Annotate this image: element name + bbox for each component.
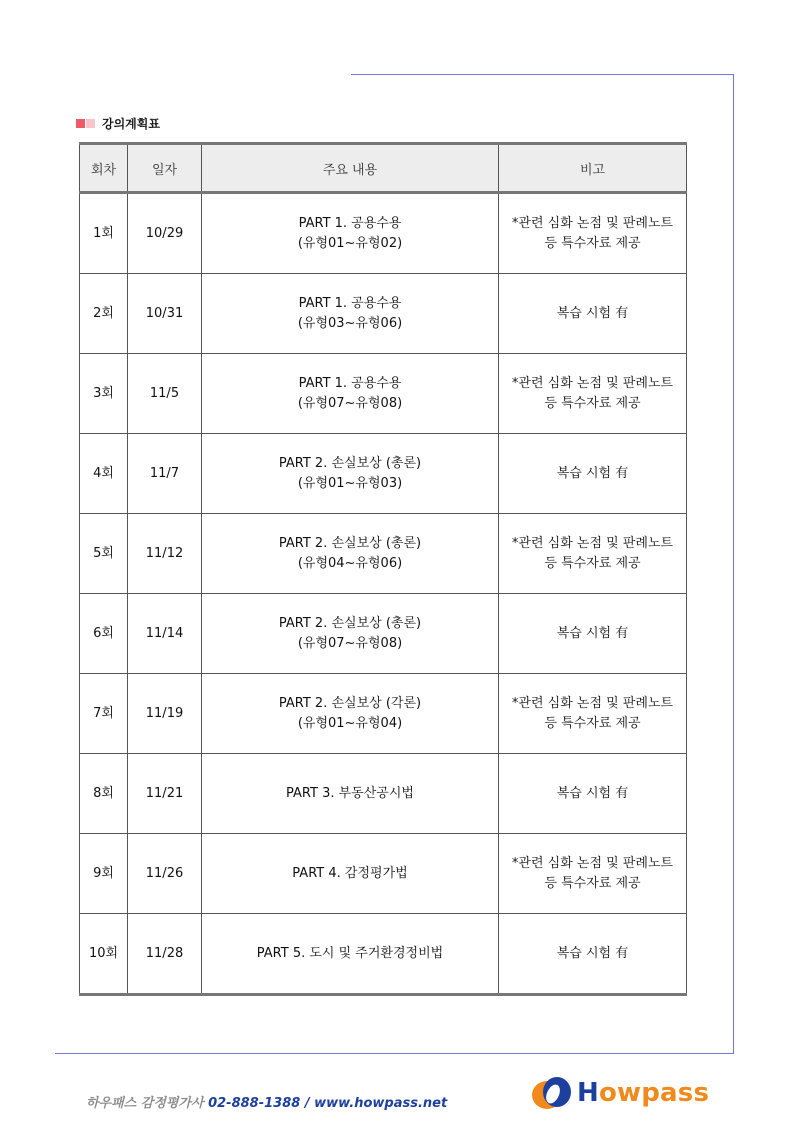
table-row — [80, 354, 687, 434]
cell-session: 7회 — [80, 674, 128, 754]
content-line: (유형07~유형08) — [297, 635, 403, 651]
section-heading — [76, 114, 160, 132]
cell-date: 11/19 — [128, 674, 202, 754]
table-row — [80, 834, 687, 914]
pink-square-icon — [86, 119, 95, 128]
note-line: 등 특수자료 제공 — [544, 715, 641, 731]
frame-right-line — [733, 74, 734, 1054]
cell-content — [202, 754, 499, 834]
content-line: (유형01~유형04) — [297, 715, 403, 731]
cell-content — [202, 594, 499, 674]
content-line: (유형04~유형06) — [297, 555, 403, 571]
note-line: 복습 시험 有 — [556, 305, 629, 321]
table-row — [80, 594, 687, 674]
table-row — [80, 434, 687, 514]
cell-session: 2회 — [80, 274, 128, 354]
content-line: PART 2. 손실보상 (총론) — [278, 455, 422, 471]
red-square-icon — [76, 119, 85, 128]
cell-note — [499, 674, 687, 754]
content-line: PART 2. 손실보상 (총론) — [278, 615, 422, 631]
cell-content — [202, 434, 499, 514]
cell-note — [499, 834, 687, 914]
section-title: 강의계획표 — [102, 116, 160, 131]
table-row — [80, 193, 687, 274]
table-body — [80, 193, 687, 995]
cell-note — [499, 193, 687, 274]
note-line: 등 특수자료 제공 — [544, 395, 641, 411]
content-line: PART 1. 공용수용 — [298, 215, 402, 231]
cell-content — [202, 193, 499, 274]
footer-text — [86, 1092, 447, 1111]
content-line: PART 1. 공용수용 — [298, 295, 402, 311]
cell-note — [499, 594, 687, 674]
cell-note — [499, 754, 687, 834]
note-line: 복습 시험 有 — [556, 625, 629, 641]
header-note: 비고 — [499, 144, 687, 193]
note-line: *관련 심화 논점 및 판례노트 — [511, 215, 674, 231]
cell-content — [202, 354, 499, 434]
header-session: 회차 — [80, 144, 128, 193]
note-line: *관련 심화 논점 및 판례노트 — [511, 695, 674, 711]
footer-company: 하우패스 감정평가사 — [86, 1096, 204, 1111]
cell-note — [499, 274, 687, 354]
note-line: 등 특수자료 제공 — [544, 875, 641, 891]
cell-session: 8회 — [80, 754, 128, 834]
logo-wordmark — [577, 1078, 709, 1108]
cell-session: 3회 — [80, 354, 128, 434]
content-line: PART 4. 감정평가법 — [292, 865, 408, 881]
note-line: *관련 심화 논점 및 판례노트 — [511, 375, 674, 391]
table-row — [80, 514, 687, 594]
footer-contact[interactable]: 02-888-1388 / www.howpass.net — [208, 1096, 448, 1111]
cell-date: 11/21 — [128, 754, 202, 834]
cell-date: 10/29 — [128, 193, 202, 274]
cell-date: 11/28 — [128, 914, 202, 995]
cell-date: 10/31 — [128, 274, 202, 354]
howpass-logo — [530, 1073, 720, 1113]
cell-content — [202, 274, 499, 354]
note-line: 복습 시험 有 — [556, 945, 629, 961]
table-header-row — [80, 144, 687, 193]
cell-date: 11/5 — [128, 354, 202, 434]
cell-date: 11/14 — [128, 594, 202, 674]
logo-letter-h: H — [577, 1078, 599, 1108]
content-line: PART 3. 부동산공시법 — [286, 785, 414, 801]
content-line: (유형01~유형02) — [297, 235, 403, 251]
cell-date: 11/7 — [128, 434, 202, 514]
table-row — [80, 754, 687, 834]
cell-note — [499, 434, 687, 514]
content-line: PART 1. 공용수용 — [298, 375, 402, 391]
table-row — [80, 274, 687, 354]
content-line: PART 5. 도시 및 주거환경정비법 — [256, 945, 444, 961]
cell-note — [499, 914, 687, 995]
content-line: PART 2. 손실보상 (각론) — [278, 695, 422, 711]
cell-content — [202, 914, 499, 995]
note-line: *관련 심화 논점 및 판례노트 — [511, 535, 674, 551]
cell-session: 5회 — [80, 514, 128, 594]
content-line: (유형01~유형03) — [297, 475, 403, 491]
note-line: 복습 시험 有 — [556, 465, 629, 481]
cell-content — [202, 834, 499, 914]
cell-session: 1회 — [80, 193, 128, 274]
cell-note — [499, 514, 687, 594]
cell-session: 4회 — [80, 434, 128, 514]
cell-date: 11/12 — [128, 514, 202, 594]
header-date: 일자 — [128, 144, 202, 193]
content-line: (유형07~유형08) — [297, 395, 403, 411]
cell-session: 10회 — [80, 914, 128, 995]
note-line: 등 특수자료 제공 — [544, 555, 641, 571]
cell-session: 9회 — [80, 834, 128, 914]
cell-content — [202, 514, 499, 594]
content-line: PART 2. 손실보상 (총론) — [278, 535, 422, 551]
table-row — [80, 914, 687, 995]
howpass-logo-icon — [530, 1073, 574, 1113]
table-row — [80, 674, 687, 754]
note-line: 복습 시험 有 — [556, 785, 629, 801]
note-line: *관련 심화 논점 및 판례노트 — [511, 855, 674, 871]
cell-content — [202, 674, 499, 754]
header-content: 주요 내용 — [202, 144, 499, 193]
logo-letters-rest: owpass — [598, 1078, 710, 1108]
cell-date: 11/26 — [128, 834, 202, 914]
lecture-plan-table — [79, 142, 687, 996]
frame-bottom-line — [55, 1053, 734, 1054]
content-line: (유형03~유형06) — [297, 315, 403, 331]
frame-top-line — [351, 74, 734, 75]
cell-session: 6회 — [80, 594, 128, 674]
note-line: 등 특수자료 제공 — [544, 235, 641, 251]
cell-note — [499, 354, 687, 434]
